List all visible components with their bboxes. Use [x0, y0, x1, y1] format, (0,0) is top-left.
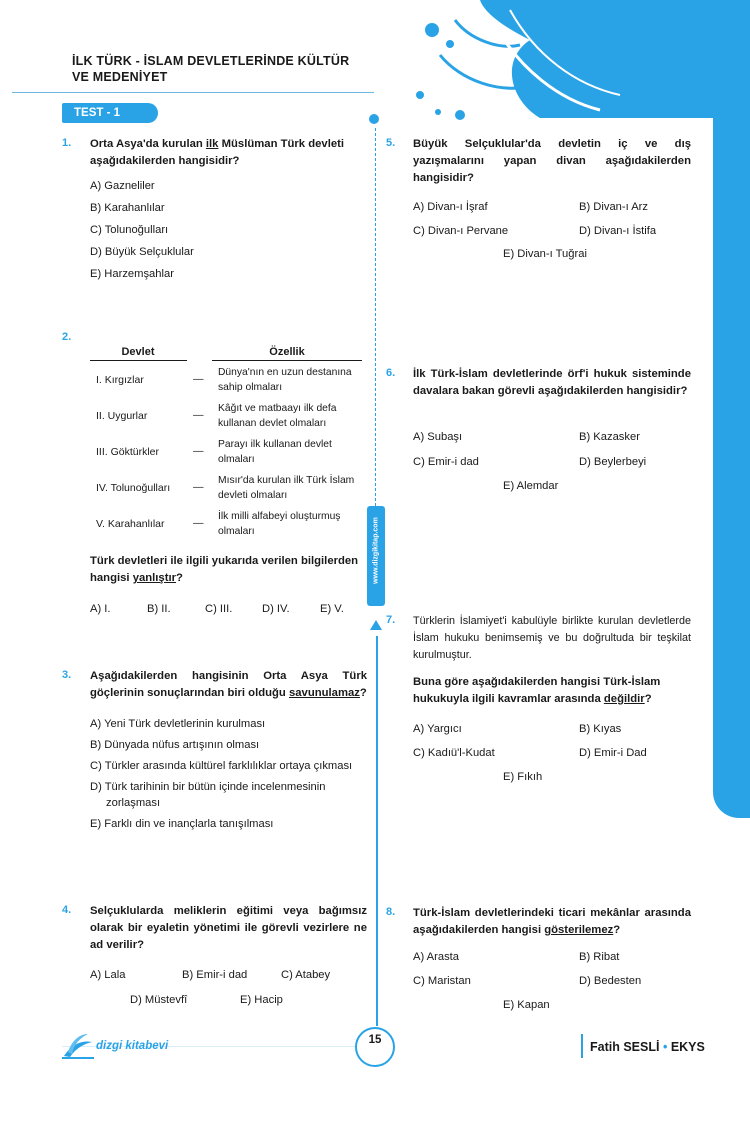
option-d[interactable]: D) Türk tarihinin bir bütün içinde incelenmesinin zorlaşması	[90, 781, 326, 809]
text-part: ?	[359, 687, 367, 699]
question-6	[386, 366, 691, 492]
option-b[interactable]: B) Ribat	[579, 951, 620, 963]
website-tag	[367, 506, 385, 606]
option-c[interactable]: C) Kadıü'l-Kudat	[413, 747, 495, 759]
option-b[interactable]: B) Karahanlılar	[90, 202, 165, 214]
question-number: 6.	[386, 367, 396, 379]
question-5	[386, 136, 691, 260]
text-part: ?	[644, 693, 652, 705]
option-c[interactable]: C) Atabey	[281, 969, 331, 981]
option-c[interactable]: C) Türkler arasında kültürel farklılıklar ortaya çıkması	[90, 760, 353, 772]
option-b[interactable]: B) Kazasker	[579, 431, 640, 443]
state-cell: II. Uygurlar	[96, 410, 148, 422]
feature-cell: Dünya'nın en uzun destanına sahip olmaları	[218, 367, 352, 393]
text-part: ?	[176, 572, 183, 584]
publisher-logo-icon	[62, 1030, 94, 1060]
option-a[interactable]: A) Yeni Türk devletlerinin kurulması	[90, 718, 266, 730]
question-text: İlk Türk-İslam devletlerinde örf'i hukuk sisteminde davalara bakan görevli aşağıdakilerden hangisidir?	[413, 368, 691, 397]
text-part: Orta Asya'da kurulan	[90, 138, 206, 150]
header-wave-decoration	[360, 0, 750, 125]
question-text	[90, 553, 368, 587]
dash: —	[193, 517, 204, 529]
text-part: Türk devletleri ile ilgili yukarıda verilen bilgilerden hangisi	[90, 555, 359, 584]
feature-cell: Kâğıt ve matbaayı ilk defa kullanan devlet olmaları	[218, 403, 337, 429]
option-a[interactable]: A) Gazneliler	[90, 180, 155, 192]
option-a[interactable]: A) Yargıcı	[413, 723, 462, 735]
question-text	[413, 674, 691, 708]
text-part: Türk-İslam devletlerindeki ticari mekânlar arasında aşağıdakilerden hangisi	[413, 907, 691, 936]
column-divider-dashed	[375, 128, 376, 506]
question-number: 5.	[386, 137, 396, 149]
question-number: 7.	[386, 614, 396, 626]
question-text	[90, 136, 367, 170]
state-feature-table	[90, 343, 362, 543]
option-a[interactable]: A) Lala	[90, 969, 126, 981]
table-row	[90, 399, 362, 435]
feature-cell: Parayı ilk kullanan devlet olmaları	[218, 439, 332, 465]
dash: —	[193, 445, 204, 457]
option-c[interactable]: C) Emir-i dad	[413, 456, 479, 468]
table-row	[90, 507, 362, 543]
question-text: Büyük Selçuklular'da devletin iç ve dış yazışmalarını yapan divan aşağıdakilerden hangisidir?	[413, 138, 691, 184]
col-header-feature: Özellik	[269, 346, 305, 358]
series-name: EKYS	[670, 1040, 705, 1054]
website-tag-text: www.dizgikitap.com	[372, 517, 380, 584]
page-number: 15	[368, 1034, 382, 1046]
text-part: Buna göre aşağıdakilerden hangisi Türk-İslam hukukuyla ilgili kavramlar arasında	[413, 676, 661, 705]
page-title	[72, 53, 372, 85]
option-c[interactable]: C) Maristan	[413, 975, 471, 987]
header-rule	[212, 360, 362, 361]
question-number: 3.	[62, 669, 72, 681]
state-cell: V. Karahanlılar	[96, 518, 165, 530]
option-d[interactable]: D) Bedesten	[579, 975, 642, 987]
dash: —	[193, 409, 204, 421]
emphasis: değildir	[603, 693, 645, 705]
option-d[interactable]: D) Divan-ı İstifa	[579, 225, 657, 237]
header-rule	[90, 360, 187, 361]
question-4	[62, 903, 367, 1006]
question-number: 1.	[62, 137, 72, 149]
question-7	[386, 613, 691, 783]
table-row	[90, 471, 362, 507]
option-e[interactable]: E) Kapan	[503, 999, 550, 1011]
option-e[interactable]: E) Hacip	[240, 994, 283, 1006]
page-number-badge	[355, 1027, 395, 1067]
option-a[interactable]: A) Divan-ı İşraf	[413, 201, 488, 213]
option-d[interactable]: D) Emir-i Dad	[579, 747, 647, 759]
publisher-name: dizgi kitabevi	[96, 1040, 169, 1052]
option-d[interactable]: D) Büyük Selçuklular	[90, 246, 194, 258]
feature-cell: İlk milli alfabeyi oluşturmuş olmaları	[218, 511, 341, 537]
title-line-1: İLK TÜRK - İSLAM DEVLETLERİNDE KÜLTÜR	[72, 54, 350, 68]
emphasis: ilk	[205, 138, 219, 150]
option-e[interactable]: E) Harzemşahlar	[90, 268, 174, 280]
option-c[interactable]: C) Tolunoğulları	[90, 224, 169, 236]
author-bar	[581, 1034, 583, 1058]
option-c[interactable]: C) III.	[205, 603, 233, 615]
state-cell: I. Kırgızlar	[96, 374, 144, 386]
header-divider	[12, 92, 374, 93]
question-text	[413, 905, 691, 939]
emphasis: gösterilemez	[544, 924, 614, 936]
arrow-up-icon	[370, 620, 382, 630]
option-e[interactable]: E) Fıkıh	[503, 771, 543, 783]
emphasis: yanlıştır	[132, 572, 177, 584]
question-number: 8.	[386, 906, 396, 918]
feature-cell: Mısır'da kurulan ilk Türk İslam devleti olmaları	[218, 475, 355, 501]
column-divider-line	[376, 636, 378, 1026]
options-list	[90, 716, 367, 832]
text-part: ?	[613, 924, 621, 936]
table-row	[90, 363, 362, 399]
option-b[interactable]: B) II.	[147, 603, 171, 615]
table-row	[90, 435, 362, 471]
text-part: Aşağıdakilerden hangisinin Orta Asya Türk göçlerinin sonuçlarından biri olduğu	[90, 670, 367, 699]
option-a[interactable]: A) Arasta	[413, 951, 460, 963]
option-b[interactable]: B) Divan-ı Arz	[579, 201, 649, 213]
dash: —	[193, 373, 204, 385]
text-part: Müslüman Türk devleti aşağıdakilerden hangisidir?	[90, 138, 345, 167]
state-cell: III. Göktürkler	[96, 446, 160, 458]
author-credit	[590, 1040, 705, 1054]
option-e[interactable]: E) Farklı din ve inançlarla tanışılması	[90, 818, 274, 830]
question-text: Selçuklularda meliklerin eğitimi veya bağımsız olarak bir eyaletin yönetimi ile görevli vezirlere ne ad verilir?	[90, 905, 367, 951]
state-cell: IV. Tolunoğulları	[96, 482, 171, 494]
question-1	[62, 136, 367, 282]
bullet-icon: •	[662, 1040, 668, 1054]
option-b[interactable]: B) Kıyas	[579, 723, 622, 735]
question-number: 2.	[62, 331, 72, 343]
option-a[interactable]: A) I.	[90, 603, 111, 615]
question-8	[386, 905, 691, 1011]
option-a[interactable]: A) Subaşı	[413, 431, 463, 443]
option-b[interactable]: B) Dünyada nüfus artışının olması	[90, 739, 260, 751]
question-3	[62, 668, 367, 832]
option-d[interactable]: D) IV.	[262, 603, 290, 615]
title-line-2: VE MEDENİYET	[72, 70, 168, 84]
column-divider-dot	[369, 114, 379, 124]
question-number: 4.	[62, 904, 72, 916]
option-b[interactable]: B) Emir-i dad	[182, 969, 248, 981]
dash: —	[193, 481, 204, 493]
question-text	[90, 668, 367, 702]
question-intro: Türklerin İslamiyet'i kabulüyle birlikte kurulan devletlerde İslam hukuku benimsemiş ve bu doğrultuda bir teşkilat kurulmuştur.	[413, 615, 691, 661]
option-c[interactable]: C) Divan-ı Pervane	[413, 225, 509, 237]
option-d[interactable]: D) Beylerbeyi	[579, 456, 647, 468]
option-e[interactable]: E) Alemdar	[503, 480, 559, 492]
option-e[interactable]: E) V.	[320, 603, 344, 615]
option-e[interactable]: E) Divan-ı Tuğrai	[503, 248, 587, 260]
author-name: Fatih SESLİ	[590, 1040, 660, 1054]
option-d[interactable]: D) Müstevfî	[130, 994, 188, 1006]
options-list	[90, 178, 367, 282]
col-header-state: Devlet	[121, 346, 155, 358]
side-accent-bar	[713, 118, 750, 818]
emphasis: savunulamaz	[288, 687, 360, 699]
test-label: TEST - 1	[62, 103, 158, 123]
